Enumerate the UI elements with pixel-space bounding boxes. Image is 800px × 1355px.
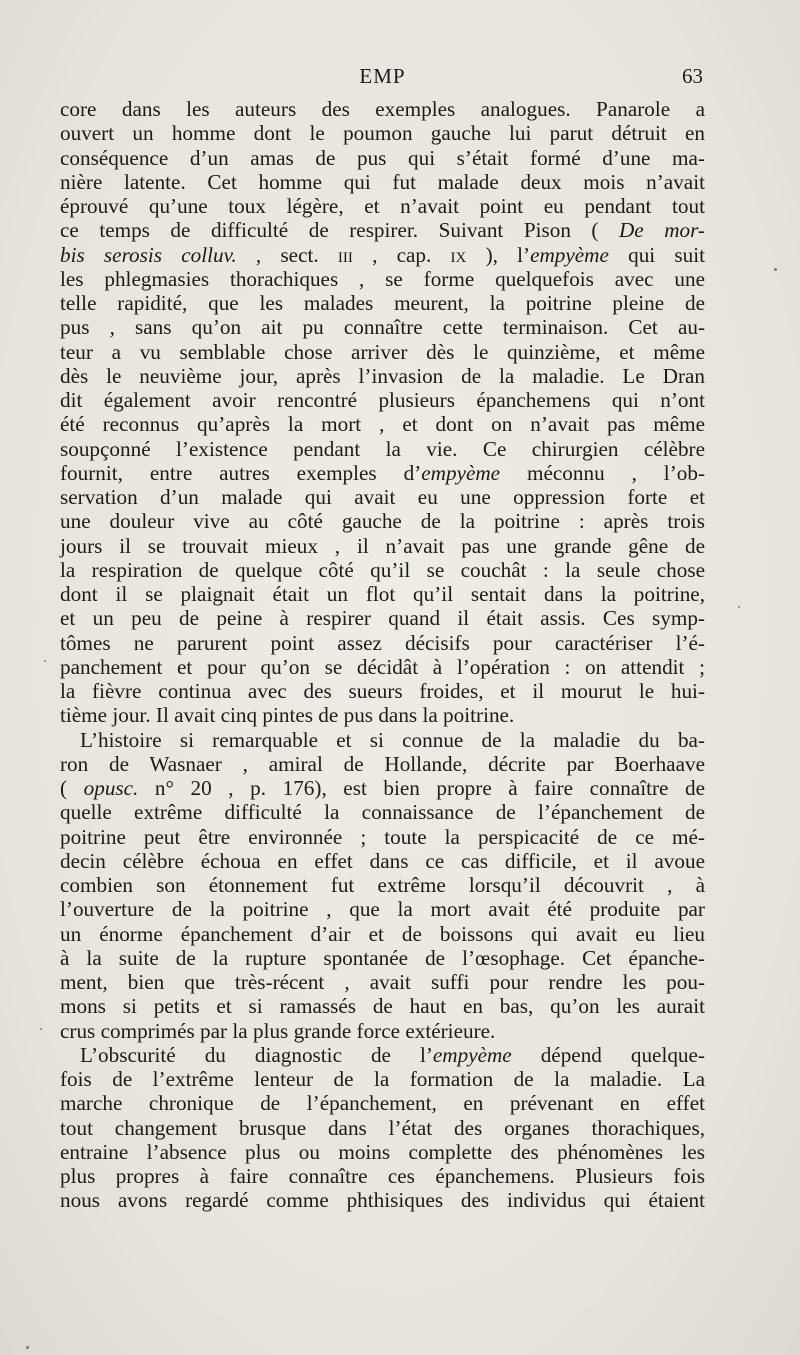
text-line: ment, bien que très-récent , avait suffi pour rendre les pou- [60,970,705,994]
text-line: été reconnus qu’après la mort , et dont on n’avait pas même [60,412,705,437]
text-line: la respiration de quelque côté qu’il se couchât : la seule chose [60,557,705,582]
paper-speck [44,660,46,662]
text-line: et un peu de peine à respirer quand il était assis. Ces symp- [60,606,705,631]
text-line: les phlegmasies thorachiques , se forme quelquefois avec une [60,266,705,291]
text-line: telle rapidité, que les malades meurent, la poitrine pleine de [60,291,705,315]
body-text [60,97,705,1213]
text-line: teur a vu semblable chose arriver dès le quinzième, et même [60,339,705,364]
text-line: combien son étonnement fut extrême lorsqu’il découvrit , à [60,873,705,897]
text-line: decin célèbre échoua en effet dans ce cas difficile, et il avoue [60,848,705,873]
text-line: panchement et pour qu’on se décidât à l’opération : on attendit ; [60,654,705,679]
text-line: un énorme épanchement d’air et de boissons qui avait eu lieu [60,921,705,946]
text-line: entraine l’absence plus ou moins complette des phénomènes les [60,1139,705,1164]
text-line: soupçonné l’existence pendant la vie. Ce chirurgien célèbre [60,436,705,461]
text-line: tout changement brusque dans l’état des organes thorachiques, [60,1115,705,1140]
text-line: nous avons regardé comme phthisiques des individus qui étaient [60,1188,705,1213]
text-line: dit également avoir rencontré plusieurs épanchemens qui n’ont [60,388,705,412]
paragraph-end-line: tième jour. Il avait cinq pintes de pus dans la poitrine. [60,703,515,728]
text-line: une douleur vive au côté gauche de la poitrine : après trois [60,509,705,534]
running-head: EMP [359,64,406,88]
text-line: la fièvre continua avec des sueurs froides, et il mourut le hui- [60,679,705,703]
text-line: servation d’un malade qui avait eu une oppression forte et [60,485,705,509]
text-line: plus propres à faire connaître ces épanchemens. Plusieurs fois [60,1164,705,1188]
text-line: tômes ne parurent point assez décisifs pour caractériser l’é- [60,630,705,655]
text-line: bis serosis colluv. , sect. iii , cap. ix ), l’empyème qui suit [60,242,705,267]
text-line: nière latente. Cet homme qui fut malade deux mois n’avait [60,169,705,194]
page-number: 63 [682,64,703,88]
text-line: quelle extrême difficulté la connaissance de l’épanchement de [60,800,705,825]
text-line: jours il se trouvait mieux , il n’avait pas une grande gêne de [60,533,705,558]
text-line: éprouvé qu’une toux légère, et n’avait point eu pendant tout [60,194,705,218]
paragraph-start-line: L’obscurité du diagnostic de l’empyème dépend quelque- [80,1042,705,1067]
text-line: ( opusc. n° 20 , p. 176), est bien propre à faire connaître de [60,776,705,800]
text-line: poitrine peut être environnée ; toute la perspicacité de ce mé- [60,824,705,849]
text-line: core dans les auteurs des exemples analogues. Panarole a [60,97,705,121]
paragraph-start-line: L’histoire si remarquable et si connue de la maladie du ba- [80,727,705,752]
text-line: fois de l’extrême lenteur de la formation de la maladie. La [60,1067,705,1091]
text-line: pus , sans qu’on ait pu connaître cette terminaison. Cet au- [60,315,705,340]
text-line: à la suite de la rupture spontanée de l’œsophage. Cet épanche- [60,945,705,970]
paragraph-end-line: crus comprimés par la plus grande force extérieure. [60,1018,496,1043]
italic-citation: De mor- [619,218,705,243]
text-line: dont il se plaignait était un flot qu’il sentait dans la poitrine, [60,582,705,606]
text-line: ouvert un homme dont le poumon gauche lui parut détruit en [60,121,705,146]
paper-speck [738,606,740,608]
text-line: mons si petits et si ramassés de haut en bas, qu’on les aurait [60,994,705,1019]
paper-speck [774,268,777,271]
paper-speck [26,1346,29,1349]
page-header [60,64,705,96]
text-line: conséquence d’un amas de pus qui s’était formé d’une ma- [60,145,705,170]
text-line: marche chronique de l’épanchement, en prévenant en effet [60,1091,705,1116]
text-line: dès le neuvième jour, après l’invasion de la maladie. Le Dran [60,363,705,388]
paper-speck [40,1028,42,1030]
text-line: ron de Wasnaer , amiral de Hollande, décrite par Boerhaave [60,751,705,776]
text-line: l’ouverture de la poitrine , que la mort avait été produite par [60,897,705,922]
text-line: fournit, entre autres exemples d’empyème méconnu , l’ob- [60,460,705,485]
text-line: ce temps de difficulté de respirer. Suivant Pison ( De mor- [60,218,705,243]
